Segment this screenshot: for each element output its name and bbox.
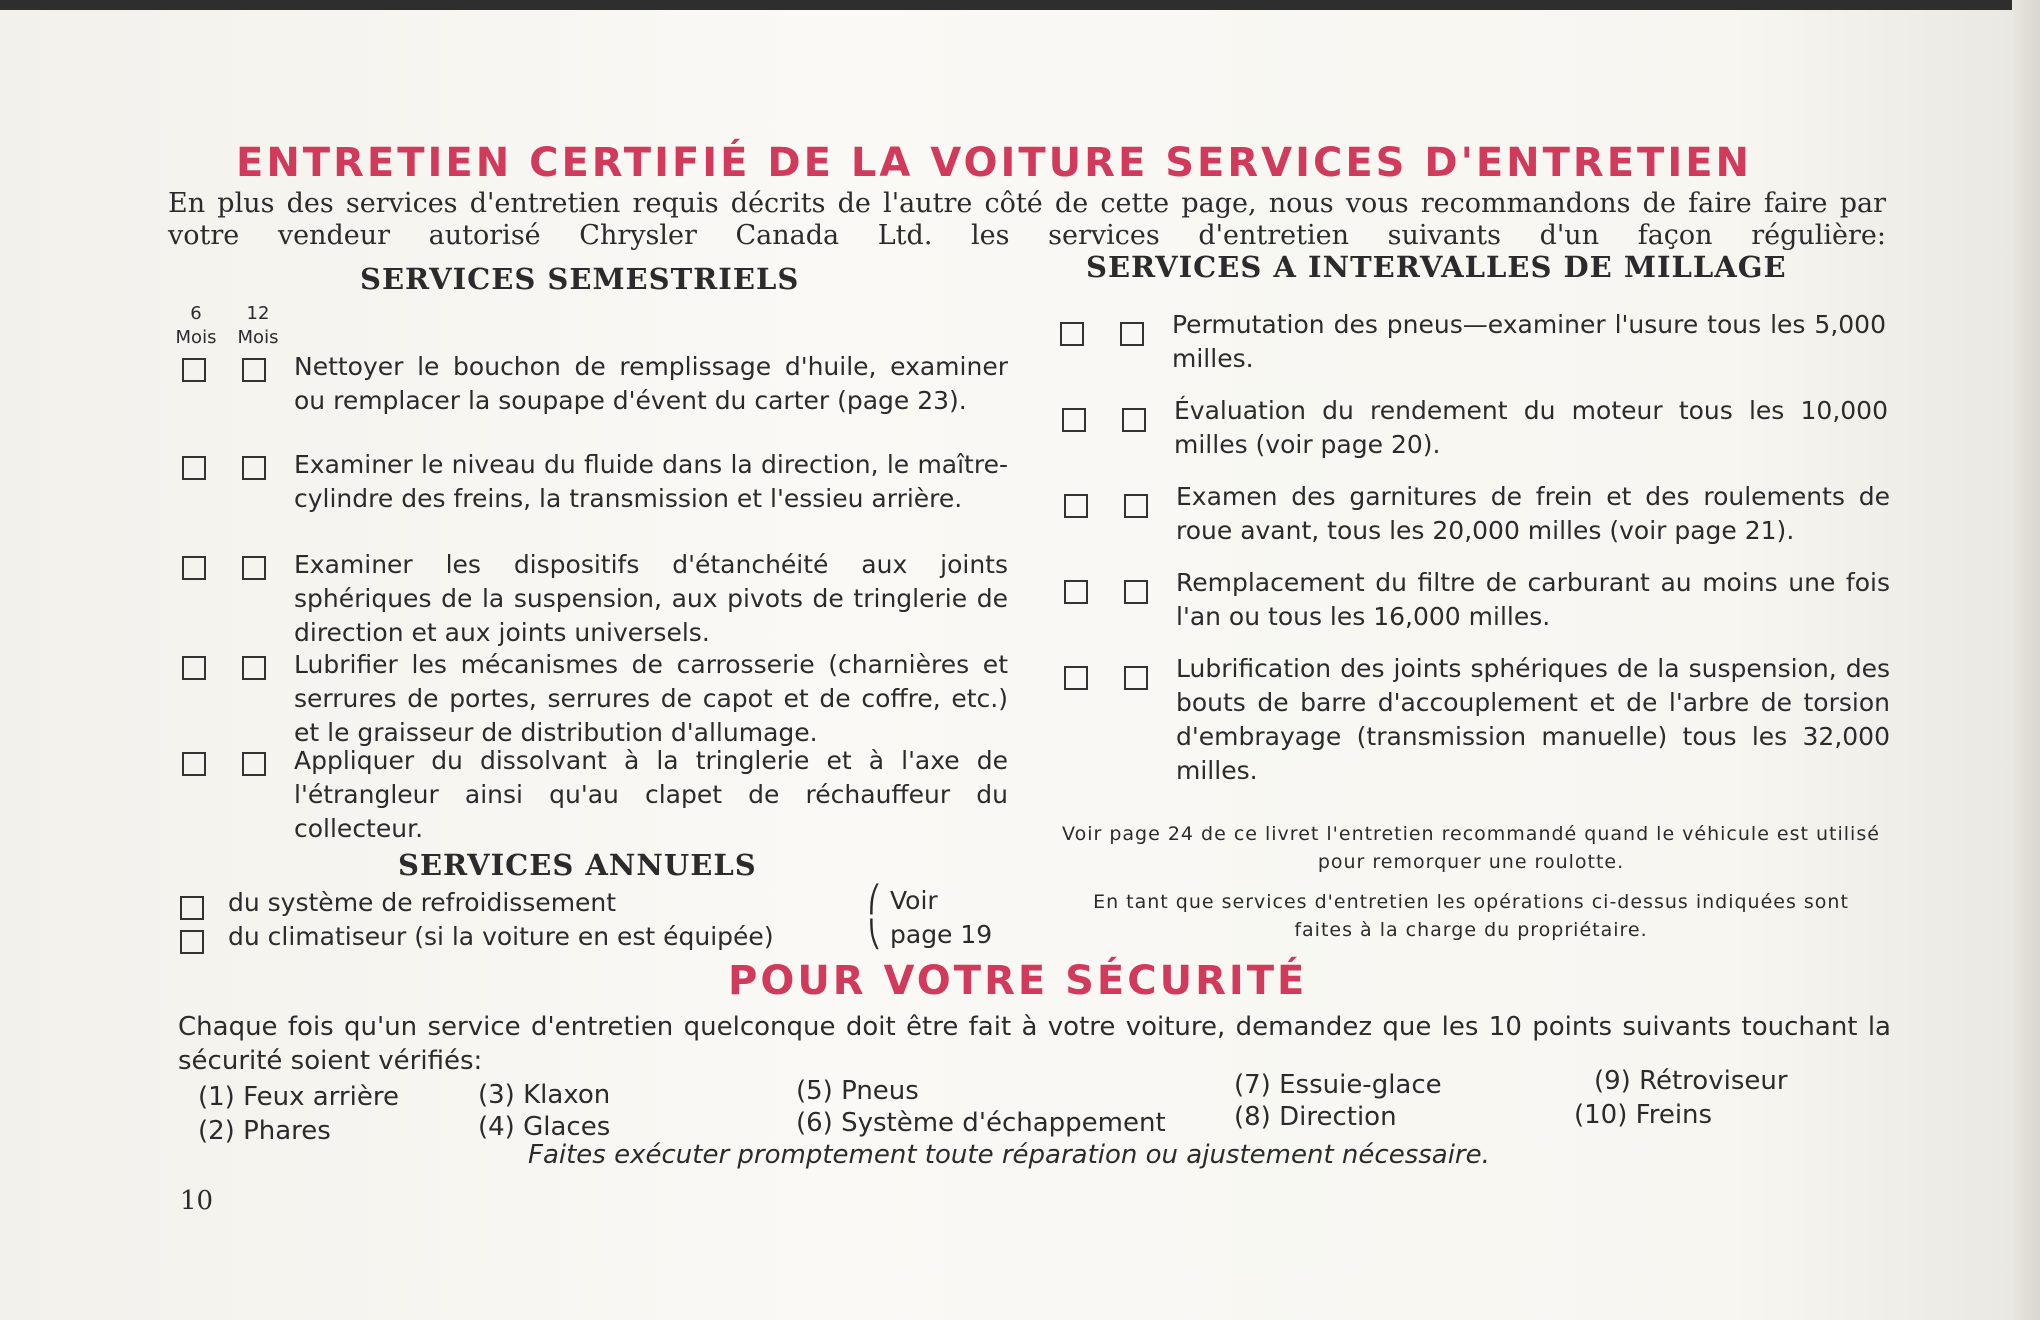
checkbox-second[interactable] xyxy=(1122,408,1146,432)
safety-point: (6) Système d'échappement xyxy=(796,1108,1166,1138)
safety-point: (7) Essuie-glace xyxy=(1234,1070,1442,1100)
checkbox-first[interactable] xyxy=(1064,580,1088,604)
checkbox-air-conditioner[interactable] xyxy=(180,930,204,954)
checkbox-second[interactable] xyxy=(1124,580,1148,604)
checkbox-6-months[interactable] xyxy=(182,752,206,776)
checkbox-12-months[interactable] xyxy=(242,358,266,382)
checkbox-12-months[interactable] xyxy=(242,752,266,776)
checkbox-6-months[interactable] xyxy=(182,556,206,580)
mileage-item-text: Permutation des pneus—examiner l'usure tous les 5,000 milles. xyxy=(1172,310,1886,373)
checkbox-6-months[interactable] xyxy=(182,456,206,480)
mileage-item-text: Lubrification des joints sphériques de la suspension, des bouts de barre d'accouplement et de l'arbre de torsion d'embrayage (transmission manuelle) tous les 32,000 milles. xyxy=(1176,654,1890,785)
semiannual-item-text: Nettoyer le bouchon de remplissage d'huile, examiner ou remplacer la soupape d'évent du carter (page 23). xyxy=(294,352,1008,415)
mileage-item-text: Remplacement du filtre de carburant au moins une fois l'an ou tous les 16,000 milles. xyxy=(1176,568,1890,631)
page-title: ENTRETIEN CERTIFIÉ DE LA VOITURE SERVICES D'ENTRETIEN xyxy=(236,140,1753,186)
book-binding-edge xyxy=(2012,0,2040,1320)
checkbox-cooling-system[interactable] xyxy=(180,896,204,920)
mileage-item-text: Évaluation du rendement du moteur tous les 10,000 milles (voir page 20). xyxy=(1174,396,1888,459)
safety-paragraph: Chaque fois qu'un service d'entretien quelconque doit être fait à votre voiture, demandez que les 10 points suivants touchant la sécurité soient vérifiés: xyxy=(178,1012,1891,1076)
checkbox-first[interactable] xyxy=(1060,322,1084,346)
intro-paragraph: En plus des services d'entretien requis décrits de l'autre côté de cette page, nous vous recommandons de faire faire par votre vendeur autorisé Chrysler Canada Ltd. les services d'entretien suivants d'un façon régulière: xyxy=(168,188,1886,251)
semiannual-item-text: Lubrifier les mécanismes de carrosserie (charnières et serrures de portes, serrures de capot et de coffre, etc.) et le graisseur de distribution d'allumage. xyxy=(294,650,1008,747)
annual-item-air-conditioner: du climatiseur (si la voiture en est équipée) xyxy=(228,922,774,951)
col-6-months-label: 6 Mois xyxy=(175,303,217,348)
book-top-edge xyxy=(0,0,2040,10)
checkbox-12-months[interactable] xyxy=(242,456,266,480)
checkbox-first[interactable] xyxy=(1064,494,1088,518)
checkbox-first[interactable] xyxy=(1062,408,1086,432)
checkbox-12-months[interactable] xyxy=(242,556,266,580)
safety-title: POUR VOTRE SÉCURITÉ xyxy=(728,958,1308,1004)
safety-point: (4) Glaces xyxy=(478,1112,611,1142)
safety-point: (1) Feux arrière xyxy=(198,1082,399,1112)
annual-item-cooling: du système de refroidissement xyxy=(228,888,617,917)
annual-ref-voir: Voir xyxy=(890,886,938,915)
note-trailer: Voir page 24 de ce livret l'entretien recommandé quand le véhicule est utilisé pour remorquer une roulotte. xyxy=(1062,823,1880,873)
safety-point: (9) Rétroviseur xyxy=(1594,1066,1788,1096)
checkbox-12-months[interactable] xyxy=(242,656,266,680)
page-number: 10 xyxy=(180,1186,214,1216)
mileage-heading: SERVICES A INTERVALLES DE MILLAGE xyxy=(1086,250,1787,284)
brace-bottom: ⎝ xyxy=(868,920,881,950)
annual-heading: SERVICES ANNUELS xyxy=(398,848,757,882)
safety-footer: Faites exécuter promptement toute réparation ou ajustement nécessaire. xyxy=(528,1140,1490,1170)
safety-point: (3) Klaxon xyxy=(478,1080,611,1110)
checkbox-6-months[interactable] xyxy=(182,656,206,680)
checkbox-second[interactable] xyxy=(1120,322,1144,346)
semiannual-heading: SERVICES SEMESTRIELS xyxy=(360,262,800,296)
checkbox-second[interactable] xyxy=(1124,666,1148,690)
safety-point: (8) Direction xyxy=(1234,1102,1397,1132)
checkbox-first[interactable] xyxy=(1064,666,1088,690)
checkbox-6-months[interactable] xyxy=(182,358,206,382)
col-12-months-label: 12 Mois xyxy=(237,303,279,348)
checkbox-second[interactable] xyxy=(1124,494,1148,518)
safety-point: (5) Pneus xyxy=(796,1076,919,1106)
safety-point: (10) Freins xyxy=(1574,1100,1713,1130)
safety-point: (2) Phares xyxy=(198,1116,331,1146)
semiannual-item-text: Examiner les dispositifs d'étanchéité aux joints sphériques de la suspension, aux pivots de tringlerie de direction et aux joints universels. xyxy=(294,550,1008,647)
semiannual-item-text: Appliquer du dissolvant à la tringlerie et à l'axe de l'étrangleur ainsi qu'au clapet de réchauffeur du collecteur. xyxy=(294,746,1008,843)
annual-ref-page: page 19 xyxy=(890,920,993,949)
mileage-item-text: Examen des garnitures de frein et des roulements de roue avant, tous les 20,000 milles (voir page 21). xyxy=(1176,482,1890,545)
brace-top: ⎛ xyxy=(868,885,881,915)
note-owner-charge: En tant que services d'entretien les opérations ci-dessus indiquées sont faites à la charge du propriétaire. xyxy=(1093,891,1849,941)
semiannual-item-text: Examiner le niveau du fluide dans la direction, le maître-cylindre des freins, la transmission et l'essieu arrière. xyxy=(294,450,1008,513)
